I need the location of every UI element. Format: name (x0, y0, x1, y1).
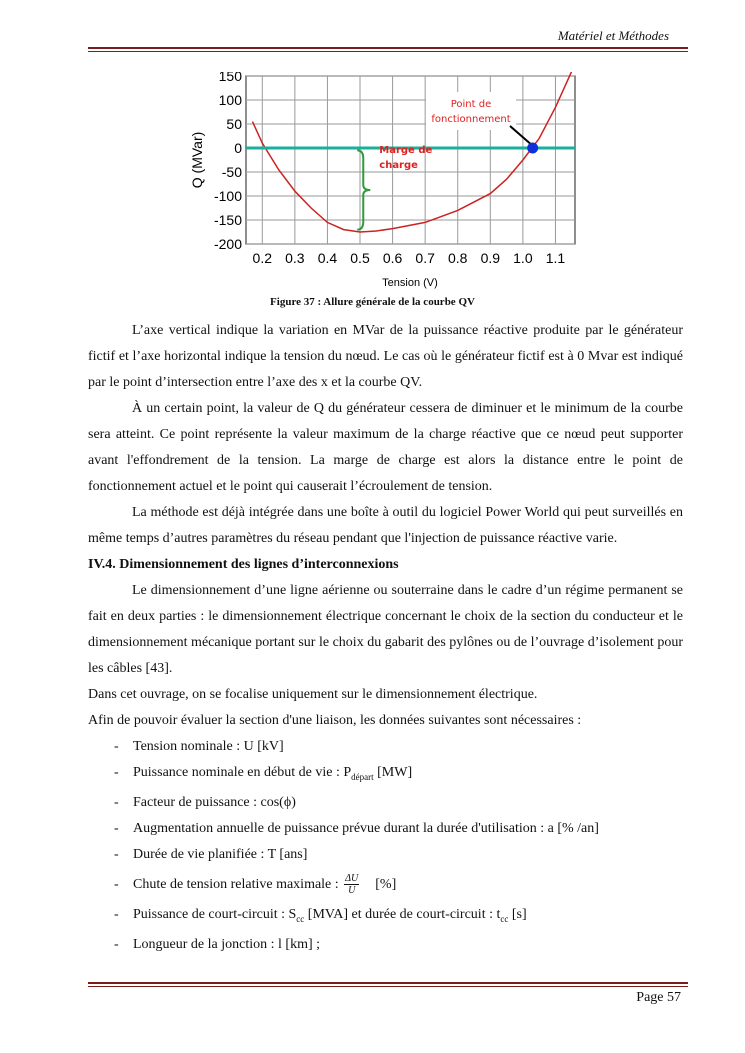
intro-line: Afin de pouvoir évaluer la section d'une liaison, les données suivantes sont nécessaires : (88, 713, 582, 728)
fraction: $\frac{\Delta U}{U}$ (345, 873, 359, 897)
y-tick-label: -50 (221, 164, 242, 180)
focus-line: Dans cet ouvrage, on se focalise uniquement sur le dimensionnement électrique. (88, 687, 538, 702)
paragraph-1: L’axe vertical indique la variation en MVar de la puissance réactive produite par le générateur fictif et l’axe horizontal indique la tension du nœud. Le cas où le générateur fictif est à 0 Mvar est indiqué par le point d’intersection entre l’axe des x et la courbe QV. (88, 323, 683, 390)
y-tick-label: 100 (218, 92, 242, 108)
y-tick-label: 150 (218, 72, 242, 84)
y-tick-label: -100 (213, 188, 242, 204)
running-header: Matériel et Méthodes (557, 28, 669, 43)
margin-label-line1: Marge de (379, 144, 433, 156)
x-tick-label: 1.1 (545, 250, 566, 266)
x-tick-label: 0.3 (285, 250, 305, 266)
y-tick-label: 50 (226, 116, 242, 132)
operating-point-label-line1: Point de (450, 99, 492, 110)
list-item: - Augmentation annuelle de puissance prévue durant la durée d'utilisation : a [% /an] (88, 816, 683, 842)
list-item: - Durée de vie planifiée : T [ans] (88, 842, 683, 868)
x-tick-label: 0.2 (252, 250, 273, 266)
header-rule (88, 47, 688, 49)
y-tick-label: -150 (213, 212, 242, 228)
x-tick-label: 0.4 (317, 250, 338, 266)
list-item: - Tension nominale : U [kV] (88, 734, 683, 760)
list-item: - Longueur de la jonction : l [km] ; (88, 932, 683, 958)
operating-point-marker (527, 143, 538, 154)
x-tick-label: 1.0 (513, 250, 533, 266)
x-tick-label: 0.8 (447, 250, 468, 266)
qv-curve-figure (188, 72, 588, 294)
paragraph-3: La méthode est déjà intégrée dans une boîte à outil du logiciel Power World qui peut surveillés en même temps d’autres paramètres du réseau pendant que l'injection de puissance réactive varie. (88, 505, 683, 546)
header-rule-thin (88, 51, 688, 52)
paragraph-2: À un certain point, la valeur de Q du générateur cessera de diminuer et le minimum de la courbe sera atteint. Ce point représente la valeur maximum de la charge réactive que ce nœud peut supporter avant l'effondrement de la tension. La marge de charge est alors la distance entre le point de fonctionnement actuel et le point qui causerait l’écroulement de tension. (88, 401, 683, 494)
x-tick-label: 0.7 (415, 250, 435, 266)
margin-label-line2: charge (379, 159, 418, 171)
operating-point-label-line2: fonctionnement (431, 114, 511, 125)
x-axis-label: Tension (V) (382, 277, 438, 289)
list-item: - Facteur de puissance : cos(ϕ) (88, 790, 683, 816)
x-tick-label: 0.9 (480, 250, 501, 266)
footer-rule-thin (88, 986, 688, 987)
y-tick-label: 0 (234, 140, 242, 156)
requirements-list (88, 734, 683, 958)
list-item: - Puissance de court-circuit : $S_{cc}$ [MVA] et durée de court-circuit : $t_{cc}$ [s] (88, 902, 683, 932)
section-paragraph: Le dimensionnement d’une ligne aérienne ou souterraine dans le cadre d’un régime permanent se fait en deux parties : le dimensionnement électrique concernant le choix de la section du conducteur et le dimensionnement mécanique portant sur le choix du gabarit des pylônes ou de l’ouvrage d’isolement pour les câbles [43]. (88, 583, 683, 676)
y-tick-label: -200 (213, 236, 242, 252)
x-tick-labels (253, 250, 566, 266)
list-item: - Puissance nominale en début de vie : $P_{départ}$ [MW] (88, 760, 683, 790)
y-axis-label: Q (MVar) (189, 131, 205, 189)
footer-rule (88, 982, 688, 984)
x-tick-label: 0.6 (382, 250, 403, 266)
list-item: - Chute de tension relative maximale : $\frac{\Delta U}{U}$ [%] (88, 868, 683, 902)
x-tick-label: 0.5 (350, 250, 370, 266)
y-tick-labels (214, 72, 242, 252)
page-number: Page 57 (636, 990, 681, 1005)
document-body (88, 318, 683, 958)
figure-caption: Figure 37 : Allure générale de la courbe QV (270, 296, 475, 308)
section-heading: IV.4. Dimensionnement des lignes d’interconnexions (88, 557, 399, 572)
